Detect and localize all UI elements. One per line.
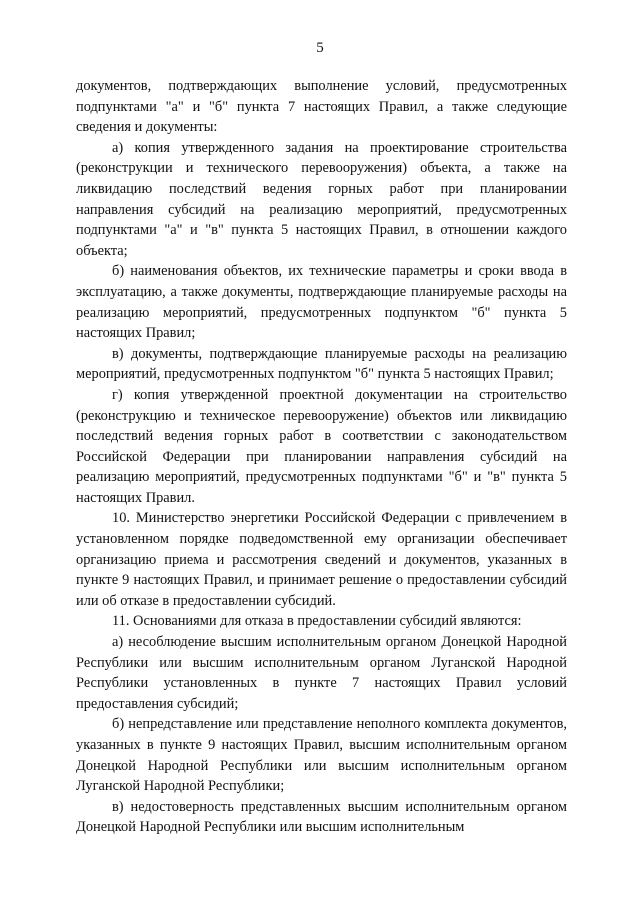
page-number: 5 xyxy=(316,40,324,56)
paragraph-item-10: 10. Министерство энергетики Российской Федерации с привлечением в установленном порядке подведомственной ему организации обеспечивает организацию приема и рассмотрения сведений и документов, указанных в пункте 9 настоящих Правил, и принимает решение о предоставлении субсидий или об отказе в предоставлении субсидий. xyxy=(76,510,567,609)
paragraph-item-11-b: б) непредставление или представление неполного комплекта документов, указанных в пункте 9 настоящих Правил, высшим исполнительным органом Донецкой Народной Республики или высшим исполнительным органом Луганской Народной Республики; xyxy=(76,716,567,795)
paragraph-item-11-a: а) несоблюдение высшим исполнительным органом Донецкой Народной Республики или высшим исполнительным органом Луганской Народной Республики установленных в пункте 7 настоящих Правил условий предоставления субсидий; xyxy=(76,634,567,712)
paragraph-subitem-v: в) документы, подтверждающие планируемые расходы на реализацию мероприятий, предусмотренных подпунктом "б" пункта 5 настоящих Правил; xyxy=(76,345,567,383)
paragraph-subitem-g: г) копия утвержденной проектной документации на строительство (реконструкцию и техническое перевооружение) объектов или ликвидацию последствий ведения горных работ в соответствии с законодательством Российской Федерации при планировании направления субсидий на реализацию мероприятий, предусмотренных подпунктами "б" и "в" пункта 5 настоящих Правил. xyxy=(76,386,567,506)
paragraph-item-11-v: в) недостоверность представленных высшим исполнительным органом Донецкой Народной Республики или высшим исполнительным xyxy=(76,798,567,836)
paragraph-subitem-a: а) копия утвержденного задания на проектирование строительства (реконструкции и технического перевооружения) объекта, а также на ликвидацию последствий ведения горных работ при планировании направления субсидий на реализацию мероприятий, предусмотренных подпунктами "а" и "в" пункта 5 настоящих Правил, в отношении каждого объекта; xyxy=(76,139,567,259)
paragraph-subitem-b: б) наименования объектов, их технические параметры и сроки ввода в эксплуатацию, а также документы, подтверждающие планируемые расходы на реализацию мероприятий, предусмотренных подпунктом "б" пункта 5 настоящих Правил; xyxy=(76,263,567,342)
paragraph-intro: документов, подтверждающих выполнение условий, предусмотренных подпунктами "а" и "б" пункта 7 настоящих Правил, а также следующие сведения и документы: xyxy=(76,78,567,136)
paragraph-item-11: 11. Основаниями для отказа в предоставлении субсидий являются: xyxy=(112,613,522,630)
document-body xyxy=(76,76,567,838)
